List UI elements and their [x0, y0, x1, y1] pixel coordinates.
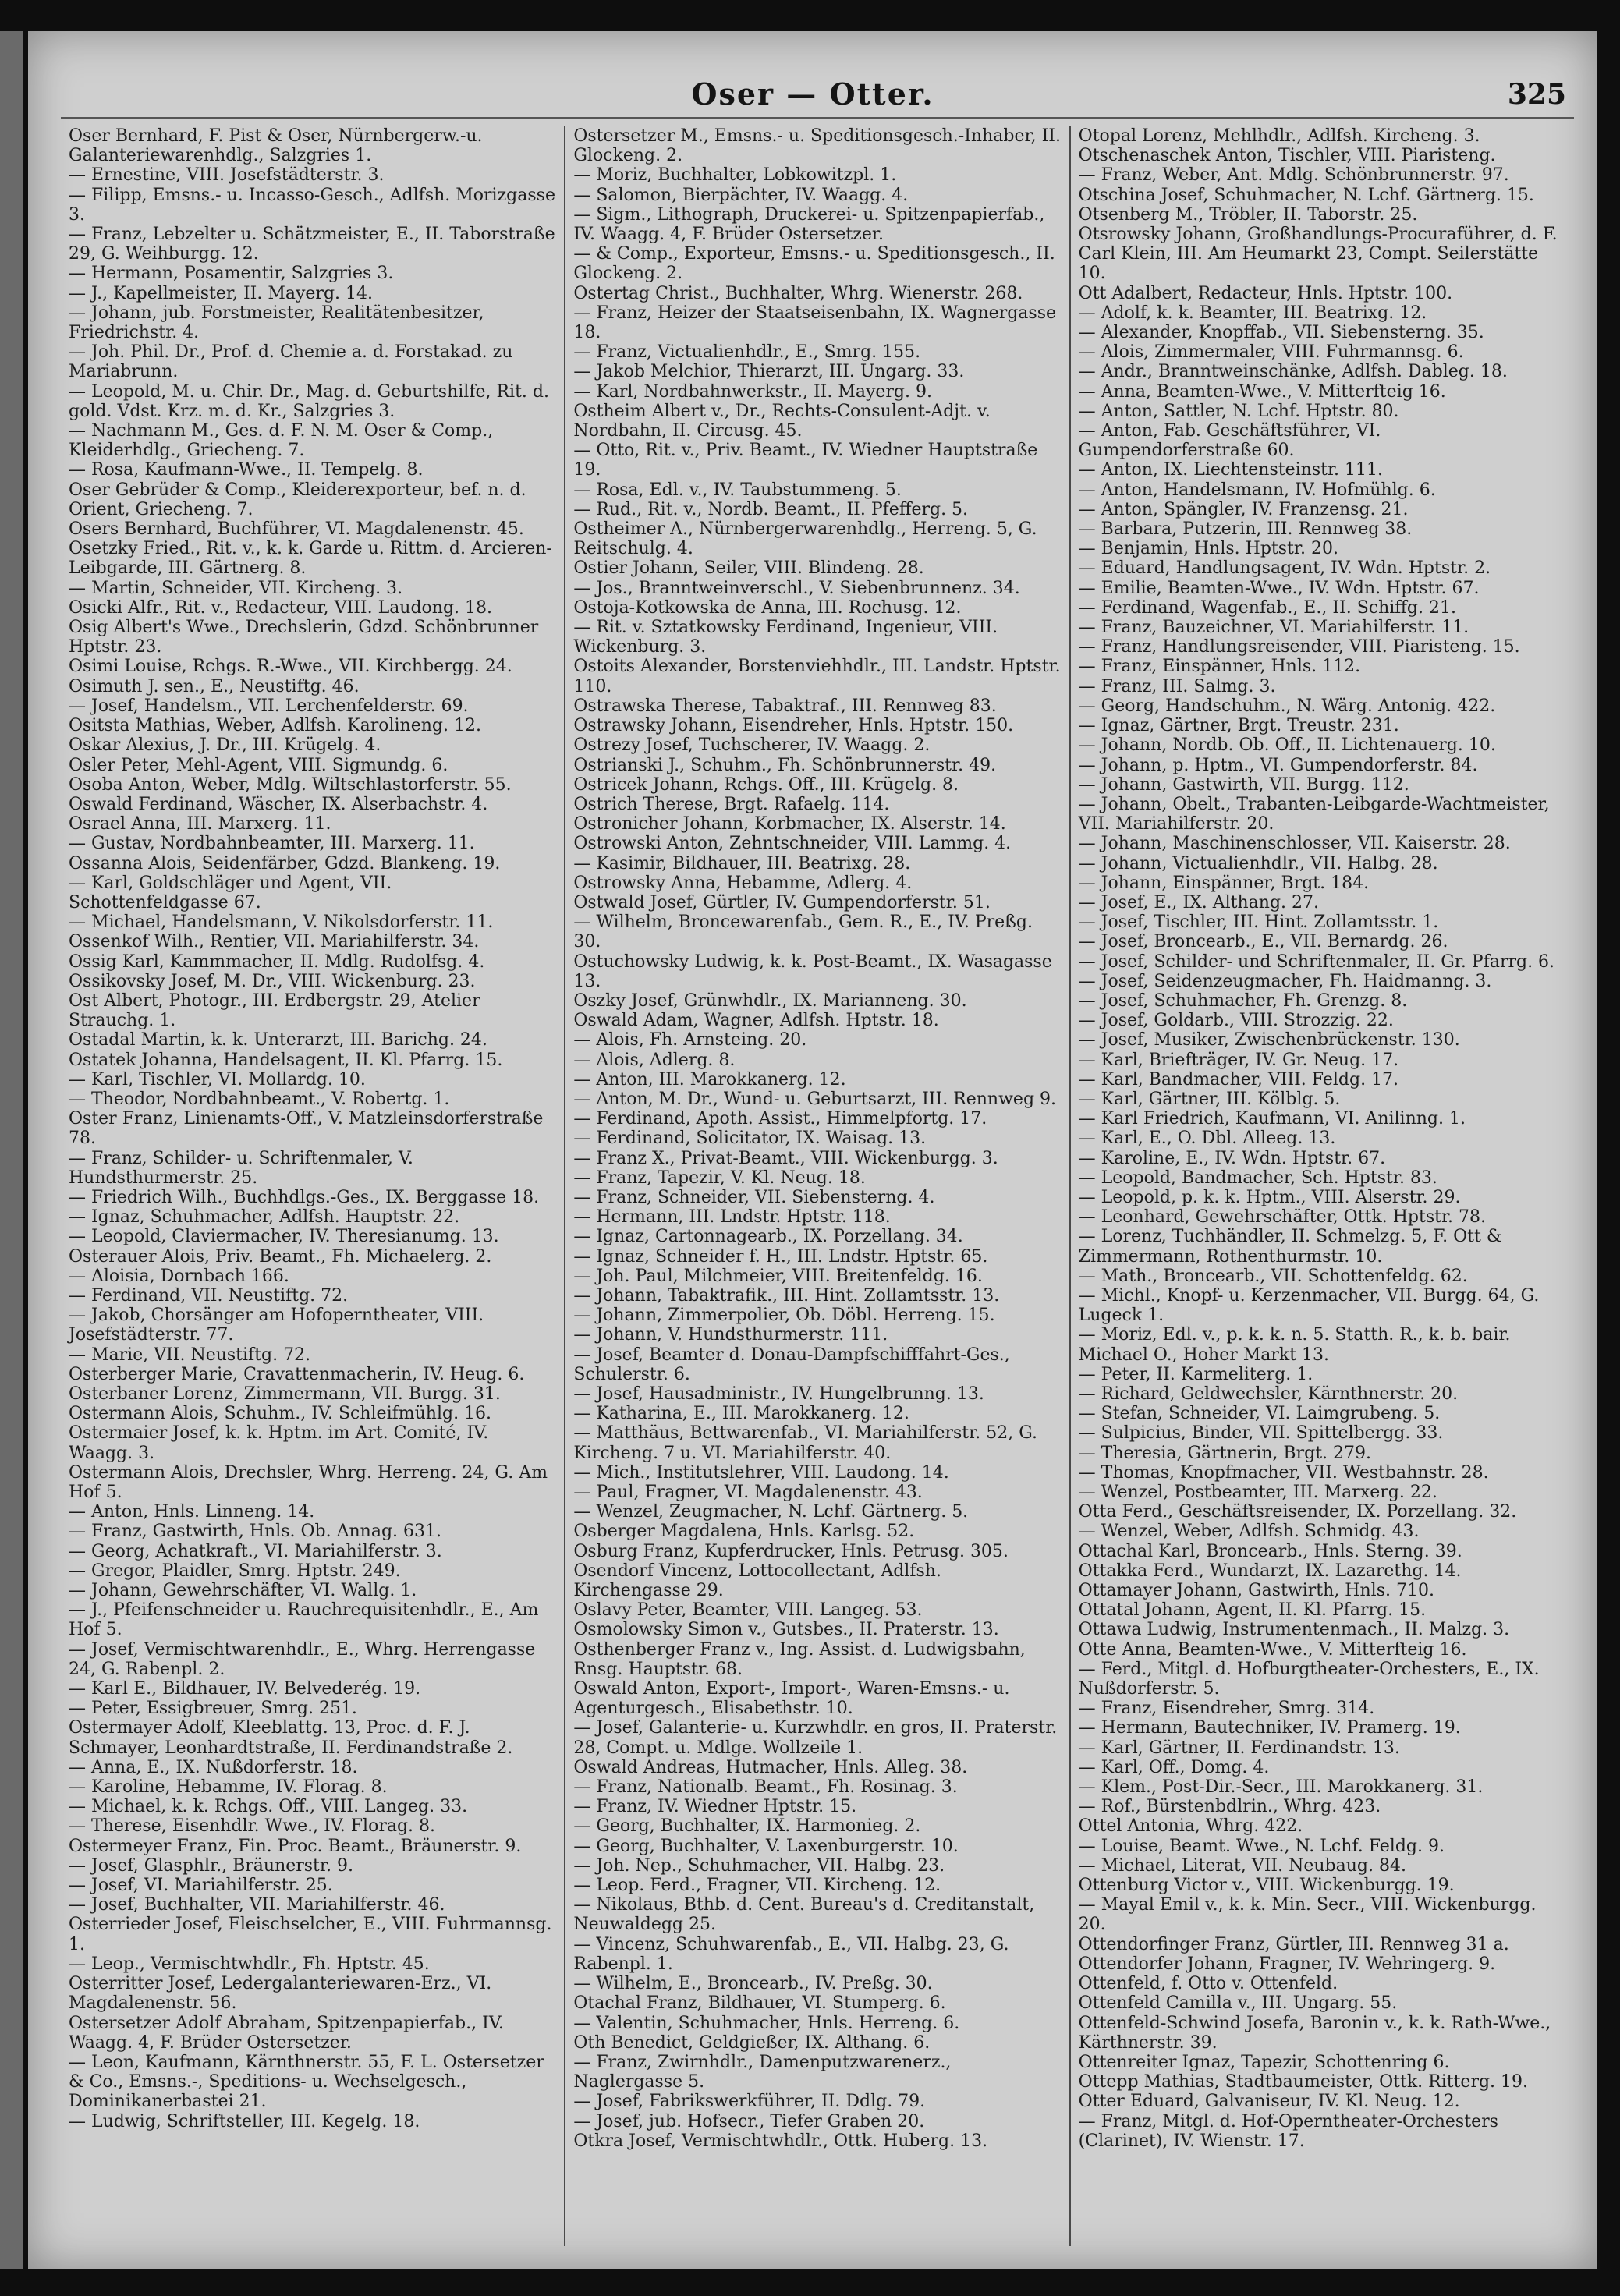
directory-entry: — Wenzel, Weber, Adlfsh. Schmidg. 43. [1078, 1522, 1420, 1542]
directory-entry: — Martin, Schneider, VII. Kircheng. 3. [69, 578, 403, 598]
directory-entry: — J., Kapellmeister, II. Mayerg. 14. [69, 283, 373, 303]
directory-entry: Osig Albert's Wwe., Drechslerin, Gdzd. Schönbrunner Hptstr. 23. [69, 618, 539, 657]
directory-entry: — Franz, Nationalb. Beamt., Fh. Rosinag. 3. [573, 1777, 958, 1798]
directory-entry: Otta Ferd., Geschäftsreisender, IX. Porzellang. 32. [1078, 1502, 1517, 1522]
directory-entry: — Johann, jub. Forstmeister, Realitätenbesitzer, Friedrichstr. 4. [69, 303, 484, 343]
directory-entry: — Franz, Gastwirth, Hnls. Ob. Annag. 631. [69, 1522, 442, 1542]
directory-entry: — Moriz, Buchhalter, Lobkowitzpl. 1. [573, 165, 897, 186]
directory-entry: — Richard, Geldwechsler, Kärnthnerstr. 20. [1078, 1384, 1459, 1404]
directory-entry: Ottenfeld Camilla v., III. Ungarg. 55. [1078, 1993, 1398, 2014]
directory-entry: Oskar Alexius, J. Dr., III. Krügelg. 4. [69, 735, 381, 756]
directory-entry: — Sigm., Lithograph, Druckerei- u. Spitzenpapierfab., IV. Waagg. 4, F. Brüder Ostersetzer. [573, 204, 1045, 245]
directory-entry: Osburg Franz, Kupferdrucker, Hnls. Petrusg. 305. [573, 1541, 1009, 1561]
directory-entry: Ottamayer Johann, Gastwirth, Hnls. 710. [1078, 1581, 1434, 1601]
directory-entry: — Salomon, Bierpächter, IV. Waagg. 4. [573, 185, 909, 205]
directory-entry: Ostadal Martin, k. k. Unterarzt, III. Barichg. 24. [69, 1030, 487, 1051]
directory-entry: — Matthäus, Bettwarenfab., VI. Mariahilferstr. 52, G. Kircheng. 7 u. VI. Mariahilferstr. 40. [573, 1423, 1037, 1463]
directory-entry: — Hermann, Bautechniker, IV. Pramerg. 19. [1078, 1718, 1461, 1738]
directory-entry: Ottachal Karl, Broncearb., Hnls. Sterng. 39. [1078, 1541, 1462, 1561]
directory-entry: — Franz, Heizer der Staatseisenbahn, IX. Wagnergasse 18. [573, 303, 1057, 343]
directory-entry: — Wenzel, Postbeamter, III. Marxerg. 22. [1078, 1483, 1437, 1503]
directory-entry: — Hermann, Posamentir, Salzgries 3. [69, 264, 394, 284]
directory-entry: Osoba Anton, Weber, Mdlg. Wiltschlastorferstr. 55. [69, 774, 512, 795]
directory-entry: — Josef, Beamter d. Donau-Dampfschifffahrt-Ges., Schulerstr. 6. [573, 1345, 1010, 1384]
directory-entry: Osler Peter, Mehl-Agent, VIII. Sigmundg. 6. [69, 755, 448, 775]
directory-entry: — Wilhelm, Broncewarenfab., Gem. R., E., IV. Preßg. 30. [573, 912, 1033, 952]
directory-entry: Ostronicher Johann, Korbmacher, IX. Alserstr. 14. [573, 814, 1006, 834]
directory-entry: — Josef, Glasphlr., Bräunerstr. 9. [69, 1855, 353, 1876]
directory-entry: Osterritter Josef, Ledergalanteriewaren-Erz., VI. Magdalenenstr. 56. [69, 1974, 492, 2014]
scan-edge [0, 31, 23, 2269]
directory-entry: — Georg, Buchhalter, V. Laxenburgerstr. 10. [573, 1836, 959, 1856]
directory-entry: — Josef, Schilder- und Schriftenmaler, II. Gr. Pfarrg. 6. [1078, 951, 1555, 972]
directory-entry: — Georg, Handschuhm., N. Wärg. Antonig. 422. [1078, 696, 1496, 716]
directory-entry: Ostwald Josef, Gürtler, IV. Gumpendorferstr. 51. [573, 892, 991, 912]
directory-entry: Ostertag Christ., Buchhalter, Whrg. Wienerstr. 268. [573, 283, 1023, 303]
directory-entry: — Leopold, Bandmacher, Sch. Hptstr. 83. [1078, 1167, 1437, 1188]
directory-entry: Oser Bernhard, F. Pist & Oser, Nürnbergerw.-u. Galanteriewarenhdlg., Salzgries 1. [69, 126, 483, 166]
directory-entry: — Franz, Weber, Ant. Mdlg. Schönbrunnerstr. 97. [1078, 165, 1509, 186]
directory-entry: Ottenfeld, f. Otto v. Ottenfeld. [1078, 1974, 1338, 1994]
directory-entry: — Kasimir, Bildhauer, III. Beatrixg. 28. [573, 853, 911, 873]
directory-entry: — Johann, Einspänner, Brgt. 184. [1078, 873, 1370, 893]
directory-entry: Ostrich Therese, Brgt. Rafaelg. 114. [573, 794, 890, 814]
directory-entry: Ottatal Johann, Agent, II. Kl. Pfarrg. 15. [1078, 1600, 1427, 1621]
directory-entry: Oswald Ferdinand, Wäscher, IX. Alserbachstr. 4. [69, 794, 488, 814]
directory-entry: Osmolowsky Simon v., Gutsbes., II. Praterstr. 13. [573, 1620, 999, 1640]
directory-entry: Ossenkof Wilh., Rentier, VII. Mariahilferstr. 34. [69, 932, 480, 952]
directory-entry: Ottawa Ludwig, Instrumentenmach., II. Malzg. 3. [1078, 1620, 1510, 1640]
directory-entry: Osthenberger Franz v., Ing. Assist. d. Ludwigsbahn, Rnsg. Hauptstr. 68. [573, 1639, 1026, 1679]
directory-entry: — Moriz, Edl. v., p. k. k. n. 5. Statth. R., k. b. bair. Michael O., Hoher Markt 13. [1078, 1325, 1511, 1365]
directory-entry: Ostermann Alois, Schuhm., IV. Schleifmühlg. 16. [69, 1404, 492, 1424]
directory-entry: Ossig Karl, Kammmacher, II. Mdlg. Rudolfsg. 4. [69, 951, 485, 972]
directory-entry: — Otto, Rit. v., Priv. Beamt., IV. Wiedner Hauptstraße 19. [573, 441, 1038, 480]
directory-entry: — Anton, Fab. Geschäftsführer, VI. Gumpendorferstraße 60. [1078, 421, 1381, 461]
directory-entry: — Leopold, Claviermacher, IV. Theresianumg. 13. [69, 1227, 499, 1247]
directory-entry: Osterauer Alois, Priv. Beamt., Fh. Michaelerg. 2. [69, 1246, 492, 1267]
column-left [61, 126, 564, 2246]
directory-entry: — Hermann, III. Lndstr. Hptstr. 118. [573, 1207, 891, 1228]
directory-entry: Osterberger Marie, Cravattenmacherin, IV. Heug. 6. [69, 1364, 525, 1384]
directory-entry: — Franz, Handlungsreisender, VIII. Piaristeng. 15. [1078, 637, 1520, 657]
directory-entry: — Karl, E., O. Dbl. Alleeg. 13. [1078, 1129, 1336, 1149]
directory-entry: Oslavy Peter, Beamter, VIII. Langeg. 53. [573, 1600, 923, 1621]
directory-entry: — Thomas, Knopfmacher, VII. Westbahnstr. 28. [1078, 1462, 1489, 1483]
directory-entry: Ostermann Alois, Drechsler, Whrg. Herreng. 24, G. Am Hof 5. [69, 1462, 548, 1503]
directory-entry: — Karoline, Hebamme, IV. Florag. 8. [69, 1777, 388, 1798]
directory-entry: Ossanna Alois, Seidenfärber, Gdzd. Blankeng. 19. [69, 853, 501, 873]
directory-entry: — Anna, E., IX. Nußdorferstr. 18. [69, 1757, 358, 1777]
directory-entry: — Mich., Institutslehrer, VIII. Laudong. 14. [573, 1462, 949, 1483]
directory-entry: — Karl, Off., Domg. 4. [1078, 1757, 1270, 1777]
directory-entry: Ostuchowsky Ludwig, k. k. Post-Beamt., IX. Wasagasse 13. [573, 951, 1052, 991]
directory-entry: Oser Gebrüder & Comp., Kleiderexporteur, bef. n. d. Orient, Griecheng. 7. [69, 480, 526, 519]
directory-entry: — Josef, Broncearb., E., VII. Bernardg. 26. [1078, 932, 1448, 952]
directory-entry: — Leopold, p. k. k. Hptm., VIII. Alserstr. 29. [1078, 1187, 1461, 1207]
directory-entry: — Math., Broncearb., VII. Schottenfeldg. 62. [1078, 1266, 1468, 1286]
directory-entry: — Louise, Beamt. Wwe., N. Lchf. Feldg. 9. [1078, 1836, 1445, 1856]
directory-entry: — Rit. v. Sztatkowsky Ferdinand, Ingenieur, VIII. Wickenburg. 3. [573, 618, 998, 657]
directory-entry: Ostrawska Therese, Tabaktraf., III. Rennweg 83. [573, 696, 997, 716]
directory-entry: — Karl Friedrich, Kaufmann, VI. Anilinng. 1. [1078, 1109, 1466, 1129]
directory-entry: Ositsta Mathias, Weber, Adlfsh. Karolineng. 12. [69, 716, 481, 736]
directory-entry: Ossikovsky Josef, M. Dr., VIII. Wickenburg. 23. [69, 971, 476, 991]
directory-entry: — Ernestine, VIII. Josefstädterstr. 3. [69, 165, 385, 186]
directory-entry: — Johann, Nordb. Ob. Off., II. Lichtenauerg. 10. [1078, 735, 1496, 756]
directory-entry: — Leon, Kaufmann, Kärnthnerstr. 55, F. L. Ostersetzer & Co., Emsns.-, Speditions- u. Wechselgesch., Dominikanerbastei 21. [69, 2052, 544, 2112]
directory-entry: — Michael, k. k. Rchgs. Off., VIII. Langeg. 33. [69, 1797, 468, 1817]
directory-entry: — Johann, Zimmerpolier, Ob. Döbl. Herreng. 15. [573, 1306, 995, 1326]
directory-entry: Ottendorfinger Franz, Gürtler, III. Rennweg 31 a. [1078, 1934, 1509, 1954]
directory-entry: Oswald Andreas, Hutmacher, Hnls. Alleg. 38. [573, 1757, 968, 1777]
column-middle [564, 126, 1069, 2246]
directory-entry: Oswald Adam, Wagner, Adlfsh. Hptstr. 18. [573, 1011, 939, 1031]
directory-entry: — Josef, Schuhmacher, Fh. Grenzg. 8. [1078, 990, 1408, 1011]
directory-entry: Ottepp Mathias, Stadtbaumeister, Ottk. Ritterg. 19. [1078, 2072, 1529, 2092]
directory-entry: Otsrowsky Johann, Großhandlungs-Procuraführer, d. F. Carl Klein, III. Am Heumarkt 23, Compt. Seilerstätte 10. [1078, 225, 1558, 284]
directory-entry: Osterbaner Lorenz, Zimmermann, VII. Burgg. 31. [69, 1384, 501, 1404]
directory-entry: Ostermeyer Franz, Fin. Proc. Beamt., Bräunerstr. 9. [69, 1836, 522, 1856]
directory-entry: — Filipp, Emsns.- u. Incasso-Gesch., Adlfsh. Morizgasse 3. [69, 185, 555, 225]
directory-entry: — Nachmann M., Ges. d. F. N. M. Oser & Comp., Kleiderhdlg., Griecheng. 7. [69, 421, 494, 461]
directory-entry: — Michael, Handelsmann, V. Nikolsdorferstr. 11. [69, 912, 494, 933]
directory-entry: — Wilhelm, E., Broncearb., IV. Preßg. 30. [573, 1974, 933, 1994]
directory-entry: — Josef, Goldarb., VIII. Strozzig. 22. [1078, 1011, 1394, 1031]
directory-entry: — Karl, Tischler, VI. Mollardg. 10. [69, 1069, 366, 1090]
directory-entry: — Valentin, Schuhmacher, Hnls. Herreng. 6. [573, 2013, 960, 2033]
directory-entry: — Leop., Vermischtwhdlr., Fh. Hptstr. 45. [69, 1954, 430, 1974]
directory-entry: — Aloisia, Dornbach 166. [69, 1266, 289, 1286]
directory-entry: — Ferdinand, Wagenfab., E., II. Schiffg. 21. [1078, 597, 1456, 618]
directory-entry: — Anton, IX. Liechtensteinstr. 111. [1078, 460, 1384, 480]
directory-entry: — Johann, Tabaktrafik., III. Hint. Zollamtsstr. 13. [573, 1285, 1000, 1306]
directory-entry: — Ferdinand, Apoth. Assist., Himmelpfortg. 17. [573, 1109, 987, 1129]
directory-entry: — Karl, Nordbahnwerkstr., II. Mayerg. 9. [573, 381, 932, 402]
directory-entry: — Karl, Gärtner, II. Ferdinandstr. 13. [1078, 1738, 1400, 1758]
directory-entry: — Leopold, M. u. Chir. Dr., Mag. d. Geburtshilfe, Rit. d. gold. Vdst. Krz. m. d. Kr., Salzgries 3. [69, 381, 549, 421]
directory-entry: Oszky Josef, Grünwhdlr., IX. Marianneng. 30. [573, 990, 967, 1011]
directory-entry: Otachal Franz, Bildhauer, VI. Stumperg. 6. [573, 1993, 946, 2014]
directory-entry: — Andr., Branntweinschänke, Adlfsh. Dableg. 18. [1078, 362, 1508, 382]
directory-entry: — Jos., Branntweinverschl., V. Siebenbrunnenz. 34. [573, 578, 1020, 598]
columns [61, 126, 1574, 2246]
directory-entry: — Karl, Gärtner, III. Kölblg. 5. [1078, 1089, 1341, 1109]
directory-entry: Ostier Johann, Seiler, VIII. Blindeng. 28. [573, 558, 924, 579]
directory-entry: — Franz, Lebzelter u. Schätzmeister, E., II. Taborstraße 29, G. Weihburgg. 12. [69, 225, 555, 264]
directory-entry: — Theresia, Gärtnerin, Brgt. 279. [1078, 1443, 1371, 1463]
directory-entry: — Anton, III. Marokkanerg. 12. [573, 1069, 846, 1090]
directory-entry: — Ignaz, Gärtner, Brgt. Treustr. 231. [1078, 716, 1399, 736]
directory-entry: — Josef, Hausadministr., IV. Hungelbrunng. 13. [573, 1384, 984, 1404]
directory-entry: Otte Anna, Beamten-Wwe., V. Mitterfteig 16. [1078, 1639, 1467, 1660]
directory-entry: Osimuth J. sen., E., Neustiftg. 46. [69, 676, 360, 696]
directory-entry: — Rof., Bürstenbdlrin., Whrg. 423. [1078, 1797, 1381, 1817]
directory-entry: Osers Bernhard, Buchführer, VI. Magdalenenstr. 45. [69, 519, 524, 540]
directory-entry: — Paul, Fragner, VI. Magdalenenstr. 43. [573, 1483, 923, 1503]
directory-entry: — Josef, E., IX. Althang. 27. [1078, 892, 1320, 912]
directory-entry: — Rud., Rit. v., Nordb. Beamt., II. Pfefferg. 5. [573, 499, 969, 519]
directory-entry: — Josef, Handelsm., VII. Lerchenfelderstr. 69. [69, 696, 469, 716]
directory-page [28, 31, 1597, 2269]
directory-entry: Ostermaier Josef, k. k. Hptm. im Art. Comité, IV. Waagg. 3. [69, 1423, 489, 1463]
directory-entry: — Franz X., Privat-Beamt., VIII. Wickenburgg. 3. [573, 1148, 998, 1168]
directory-entry: — Leop. Ferd., Fragner, VII. Kircheng. 12. [573, 1876, 941, 1896]
directory-entry: — Johann, Victualienhdlr., VII. Halbg. 28. [1078, 853, 1438, 873]
directory-entry: — Joh. Nep., Schuhmacher, VII. Halbg. 23. [573, 1855, 945, 1876]
directory-entry: — Josef, Fabrikswerkführer, II. Ddlg. 79. [573, 2092, 926, 2112]
directory-entry: — Joh. Paul, Milchmeier, VIII. Breitenfeldg. 16. [573, 1266, 983, 1286]
directory-entry: — Anton, Sattler, N. Lchf. Hptstr. 80. [1078, 401, 1399, 421]
directory-entry: — Mayal Emil v., k. k. Min. Secr., VIII. Wickenburgg. 20. [1078, 1895, 1537, 1935]
directory-entry: — Johann, Gastwirth, VII. Burgg. 112. [1078, 774, 1409, 795]
directory-entry: — Franz, III. Salmg. 3. [1078, 676, 1276, 696]
directory-entry: — Franz, Schilder- u. Schriftenmaler, V. Hundsthurmerstr. 25. [69, 1148, 413, 1188]
directory-entry: Osterrieder Josef, Fleischselcher, E., VIII. Fuhrmannsg. 1. [69, 1915, 552, 1954]
running-head: Oser — Otter. [691, 76, 934, 112]
directory-entry: Ottenburg Victor v., VIII. Wickenburgg. 19. [1078, 1876, 1455, 1896]
directory-entry: — Johann, Maschinenschlosser, VII. Kaiserstr. 28. [1078, 834, 1511, 854]
directory-entry: Ostrowsky Anna, Hebamme, Adlerg. 4. [573, 873, 913, 893]
directory-entry: Osicki Alfr., Rit. v., Redacteur, VIII. Laudong. 18. [69, 597, 493, 618]
directory-entry: Ostoja-Kotkowska de Anna, III. Rochusg. 12. [573, 597, 962, 618]
directory-entry: — Josef, Seidenzeugmacher, Fh. Haidmanng. 3. [1078, 971, 1492, 991]
directory-entry: — Georg, Buchhalter, IX. Harmonieg. 2. [573, 1816, 921, 1837]
directory-entry: Otter Eduard, Galvaniseur, IV. Kl. Neug. 12. [1078, 2092, 1460, 2112]
directory-entry: — Georg, Achatkraft., VI. Mariahilferstr. 3. [69, 1541, 442, 1561]
directory-entry: — Josef, Tischler, III. Hint. Zollamtsstr. 1. [1078, 912, 1439, 933]
directory-entry: Otopal Lorenz, Mehlhdlr., Adlfsh. Kircheng. 3. [1078, 126, 1480, 146]
directory-entry: — Therese, Eisenhdlr. Wwe., IV. Florag. 8. [69, 1816, 436, 1837]
directory-entry: — Peter, II. Karmeliterg. 1. [1078, 1364, 1313, 1384]
directory-entry: — Franz, Mitgl. d. Hof-Operntheater-Orchesters (Clarinet), IV. Wienstr. 17. [1078, 2111, 1498, 2151]
directory-entry: — Josef, jub. Hofsecr., Tiefer Graben 20. [573, 2111, 925, 2131]
directory-entry: Osrael Anna, III. Marxerg. 11. [69, 814, 331, 834]
directory-entry: — Anton, M. Dr., Wund- u. Geburtsarzt, III. Rennweg 9. [573, 1089, 1057, 1109]
directory-entry: — Leonhard, Gewehrschäfter, Ottk. Hptstr. 78. [1078, 1207, 1487, 1228]
directory-entry: Otkra Josef, Vermischtwhdlr., Ottk. Huberg. 13. [573, 2131, 988, 2151]
directory-entry: — Vincenz, Schuhwarenfab., E., VII. Halbg. 23, G. Rabenpl. 1. [573, 1934, 1009, 1974]
directory-entry: — Gustav, Nordbahnbeamter, III. Marxerg. 11. [69, 834, 475, 854]
directory-entry: — Michael, Literat, VII. Neubaug. 84. [1078, 1855, 1406, 1876]
directory-entry: — Michl., Knopf- u. Kerzenmacher, VII. Burgg. 64, G. Lugeck 1. [1078, 1285, 1540, 1326]
directory-entry: — Ferdinand, Solicitator, IX. Waisag. 13. [573, 1129, 927, 1149]
directory-entry: Otsenberg M., Tröbler, II. Taborstr. 25. [1078, 204, 1418, 225]
directory-entry: Oster Franz, Linienamts-Off., V. Matzleinsdorferstraße 78. [69, 1109, 544, 1149]
directory-entry: — Karl, Bandmacher, VIII. Feldg. 17. [1078, 1069, 1399, 1090]
directory-entry: Ottenfeld-Schwind Josefa, Baronin v., k. k. Rath-Wwe., Kärthnerstr. 39. [1078, 2013, 1551, 2053]
directory-entry: — Eduard, Handlungsagent, IV. Wdn. Hptstr. 2. [1078, 558, 1491, 579]
directory-entry: — Franz, Schneider, VII. Siebensterng. 4. [573, 1187, 935, 1207]
directory-entry: — Franz, IV. Wiedner Hptstr. 15. [573, 1797, 857, 1817]
directory-entry: — Josef, Musiker, Zwischenbrückenstr. 130. [1078, 1030, 1460, 1051]
directory-entry: — Franz, Tapezir, V. Kl. Neug. 18. [573, 1167, 866, 1188]
directory-entry: — Johann, V. Hundsthurmerstr. 111. [573, 1325, 888, 1345]
directory-entry: Ottakka Ferd., Wundarzt, IX. Lazarethg. 14. [1078, 1561, 1462, 1581]
directory-entry: Otschina Josef, Schuhmacher, N. Lchf. Gärtnerg. 15. [1078, 185, 1534, 205]
directory-entry: — Joh. Phil. Dr., Prof. d. Chemie a. d. Forstakad. zu Mariabrunn. [69, 342, 513, 382]
directory-entry: — Anton, Hnls. Linneng. 14. [69, 1502, 315, 1522]
directory-entry: Osendorf Vincenz, Lottocollectant, Adlfsh. Kirchengasse 29. [573, 1561, 941, 1601]
directory-entry: Oth Benedict, Geldgießer, IX. Althang. 6. [573, 2032, 931, 2053]
directory-entry: — Emilie, Beamten-Wwe., IV. Wdn. Hptstr. 67. [1078, 578, 1480, 598]
directory-entry: — Johann, p. Hptm., VI. Gumpendorferstr. 84. [1078, 755, 1478, 775]
directory-entry: — Ludwig, Schriftsteller, III. Kegelg. 18. [69, 2111, 420, 2131]
directory-entry: — Karl, Briefträger, IV. Gr. Neug. 17. [1078, 1050, 1399, 1070]
directory-entry: — Peter, Essigbreuer, Smrg. 251. [69, 1699, 357, 1719]
directory-entry: — Alois, Fh. Arnsteing. 20. [573, 1030, 807, 1051]
directory-entry: — Josef, Buchhalter, VII. Mariahilferstr. 46. [69, 1895, 445, 1915]
directory-entry: — Alois, Zimmermaler, VIII. Fuhrmannsg. 6. [1078, 342, 1464, 363]
directory-entry: — Josef, Vermischtwarenhdlr., E., Whrg. Herrengasse 24, G. Rabenpl. 2. [69, 1639, 536, 1679]
directory-entry: — Franz, Bauzeichner, VI. Mariahilferstr. 11. [1078, 618, 1469, 638]
directory-entry: — Stefan, Schneider, VI. Laimgrubeng. 5. [1078, 1404, 1441, 1424]
directory-entry: Ostrezy Josef, Tuchscherer, IV. Waagg. 2. [573, 735, 931, 756]
directory-entry: — Alexander, Knopffab., VII. Siebensterng. 35. [1078, 323, 1484, 343]
directory-entry: — Jakob Melchior, Thierarzt, III. Ungarg. 33. [573, 362, 965, 382]
directory-entry: — Franz, Einspänner, Hnls. 112. [1078, 657, 1361, 677]
directory-entry: — Anton, Handelsmann, IV. Hofmühlg. 6. [1078, 480, 1436, 500]
directory-entry: — Theodor, Nordbahnbeamt., V. Robertg. 1. [69, 1089, 450, 1109]
directory-entry: Ostheimer A., Nürnbergerwarenhdlg., Herreng. 5, G. Reitschulg. 4. [573, 519, 1037, 559]
directory-entry: — Marie, VII. Neustiftg. 72. [69, 1345, 311, 1365]
directory-entry: — Adolf, k. k. Beamter, III. Beatrixg. 12. [1078, 303, 1427, 323]
directory-entry: Ottendorfer Johann, Fragner, IV. Wehringerg. 9. [1078, 1954, 1496, 1974]
directory-entry: Osetzky Fried., Rit. v., k. k. Garde u. Rittm. d. Arcieren-Leibgarde, III. Gärtnerg. 8. [69, 539, 552, 579]
directory-entry: — Josef, VI. Mariahilferstr. 25. [69, 1876, 333, 1896]
directory-entry: Ott Adalbert, Redacteur, Hnls. Hptstr. 100. [1078, 283, 1453, 303]
directory-entry: Ost Albert, Photogr., III. Erdbergstr. 29, Atelier Strauchg. 1. [69, 990, 480, 1031]
directory-entry: Ostersetzer Adolf Abraham, Spitzenpapierfab., IV. Waagg. 4, F. Brüder Ostersetzer. [69, 2013, 504, 2053]
directory-entry: — Karl, Goldschläger und Agent, VII. Schottenfeldgasse 67. [69, 873, 392, 912]
page-number: 325 [1507, 78, 1566, 111]
directory-entry: Ottel Antonia, Whrg. 422. [1078, 1816, 1303, 1837]
directory-entry: Ostrowski Anton, Zehntschneider, VIII. Lammg. 4. [573, 834, 1012, 854]
directory-entry: Osberger Magdalena, Hnls. Karlsg. 52. [573, 1522, 915, 1542]
directory-entry: Ostermayer Adolf, Kleeblattg. 13, Proc. d. F. J. Schmayer, Leonhardtstraße, II. Ferdinandstraße 2. [69, 1718, 513, 1758]
directory-entry: — Rosa, Edl. v., IV. Taubstummeng. 5. [573, 480, 902, 500]
directory-entry: — Anton, Spängler, IV. Franzensg. 21. [1078, 499, 1409, 519]
directory-entry: Oswald Anton, Export-, Import-, Waren-Emsns.- u. Agenturgesch., Elisabethstr. 10. [573, 1679, 1010, 1719]
directory-entry: Ostrawsky Johann, Eisendreher, Hnls. Hptstr. 150. [573, 716, 1014, 736]
directory-entry: — Anna, Beamten-Wwe., V. Mitterfteig 16. [1078, 381, 1446, 402]
directory-entry: — Lorenz, Tuchhändler, II. Schmelzg. 5, F. Ott & Zimmermann, Rothenthurmstr. 10. [1078, 1227, 1502, 1267]
directory-entry: — Franz, Victualienhdlr., E., Smrg. 155. [573, 342, 921, 363]
directory-entry: — Franz, Eisendreher, Smrg. 314. [1078, 1699, 1375, 1719]
directory-entry: — Ignaz, Schneider f. H., III. Lndstr. Hptstr. 65. [573, 1246, 988, 1267]
directory-entry: Ostheim Albert v., Dr., Rechts-Consulent-Adjt. v. Nordbahn, II. Circusg. 45. [573, 401, 991, 441]
directory-entry: — Klem., Post-Dir.-Secr., III. Marokkanerg. 31. [1078, 1777, 1484, 1798]
directory-entry: — Josef, Galanterie- u. Kurzwhdlr. en gros, II. Praterstr. 28, Compt. u. Mdlge. Wollzeile 1. [573, 1718, 1058, 1758]
directory-entry: — Gregor, Plaidler, Smrg. Hptstr. 249. [69, 1561, 401, 1581]
directory-entry: — Johann, Gewehrschäfter, VI. Wallg. 1. [69, 1581, 417, 1601]
directory-entry: Ostricek Johann, Rchgs. Off., III. Krügelg. 8. [573, 774, 959, 795]
directory-entry: — Wenzel, Zeugmacher, N. Lchf. Gärtnerg. 5. [573, 1502, 969, 1522]
column-right [1069, 126, 1574, 2246]
directory-entry: — Ferd., Mitgl. d. Hofburgtheater-Orchesters, E., IX. Nußdorferstr. 5. [1078, 1659, 1540, 1699]
directory-entry: Ottenreiter Ignaz, Tapezir, Schottenring 6. [1078, 2052, 1450, 2072]
directory-entry: — Franz, Zwirnhdlr., Damenputzwarenerz., Naglergasse 5. [573, 2052, 952, 2092]
directory-entry: — Benjamin, Hnls. Hptstr. 20. [1078, 539, 1338, 559]
directory-entry: — Alois, Adlerg. 8. [573, 1050, 736, 1070]
directory-entry: — Karoline, E., IV. Wdn. Hptstr. 67. [1078, 1148, 1386, 1168]
directory-entry: — Ignaz, Schuhmacher, Adlfsh. Hauptstr. 22. [69, 1207, 460, 1228]
directory-entry: Ostoits Alexander, Borstenviehhdlr., III. Landstr. Hptstr. 110. [573, 657, 1061, 696]
directory-entry: — Rosa, Kaufmann-Wwe., II. Tempelg. 8. [69, 460, 424, 480]
directory-entry: Ostrianski J., Schuhm., Fh. Schönbrunnerstr. 49. [573, 755, 997, 775]
directory-entry: — Ignaz, Cartonnagearb., IX. Porzellang. 34. [573, 1227, 963, 1247]
directory-entry: — Ferdinand, VII. Neustiftg. 72. [69, 1285, 349, 1306]
directory-entry: — Sulpicius, Binder, VII. Spittelbergg. 33. [1078, 1423, 1444, 1444]
directory-entry: — & Comp., Exporteur, Emsns.- u. Speditionsgesch., II. Glockeng. 2. [573, 244, 1055, 284]
directory-entry: — Jakob, Chorsänger am Hofoperntheater, VIII. Josefstädterstr. 77. [69, 1306, 484, 1345]
directory-entry: Ostatek Johanna, Handelsagent, II. Kl. Pfarrg. 15. [69, 1050, 503, 1070]
directory-entry: — Barbara, Putzerin, III. Rennweg 38. [1078, 519, 1413, 540]
directory-entry: Otschenaschek Anton, Tischler, VIII. Piaristeng. [1078, 146, 1496, 166]
directory-entry: — Johann, Obelt., Trabanten-Leibgarde-Wachtmeister, VII. Mariahilferstr. 20. [1078, 794, 1550, 834]
directory-entry: — Nikolaus, Bthb. d. Cent. Bureau's d. Creditanstalt, Neuwaldegg 25. [573, 1895, 1035, 1935]
header-rule [61, 117, 1574, 119]
directory-entry: — Friedrich Wilh., Buchhdlgs.-Ges., IX. Berggasse 18. [69, 1187, 540, 1207]
directory-entry: — J., Pfeifenschneider u. Rauchrequisitenhdlr., E., Am Hof 5. [69, 1600, 539, 1640]
directory-entry: — Karl E., Bildhauer, IV. Belvederég. 19. [69, 1679, 421, 1699]
directory-entry: — Katharina, E., III. Marokkanerg. 12. [573, 1404, 909, 1424]
directory-entry: Osimi Louise, Rchgs. R.-Wwe., VII. Kirchbergg. 24. [69, 657, 512, 677]
directory-entry: Ostersetzer M., Emsns.- u. Speditionsgesch.-Inhaber, II. Glockeng. 2. [573, 126, 1061, 166]
